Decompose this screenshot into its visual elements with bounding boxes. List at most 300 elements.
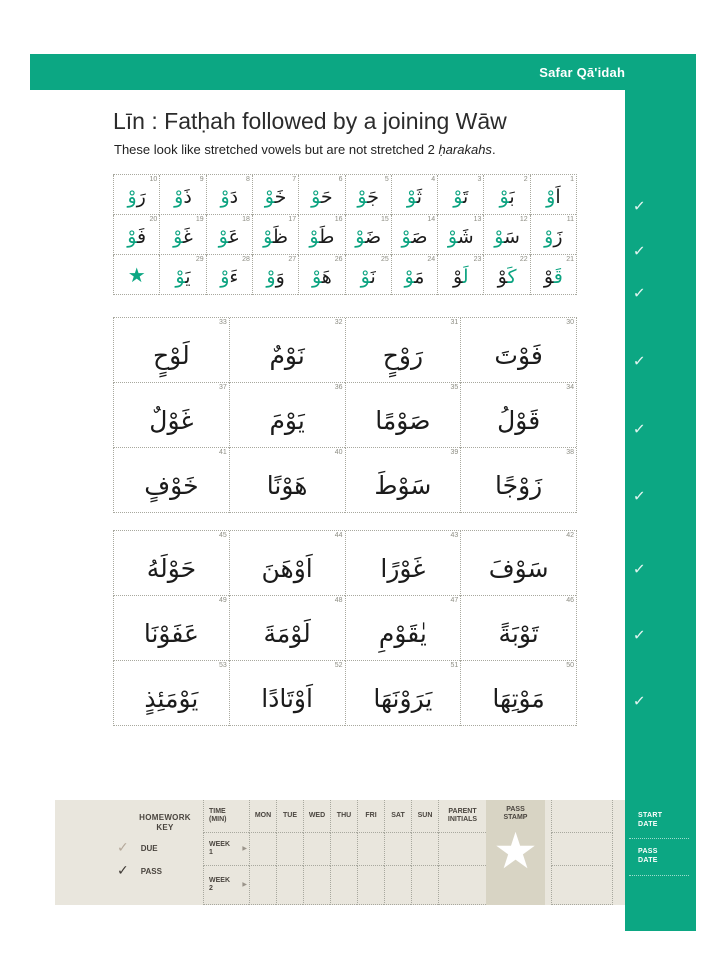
arabic-letter: ضَ (365, 226, 382, 248)
arabic-word: سَوْفَ (488, 553, 549, 583)
word-cell (345, 596, 461, 661)
arabic-letter: هَ (321, 266, 332, 288)
arabic-letter: يَ (185, 266, 191, 288)
letter-cell (437, 175, 483, 215)
arabic-joining-waw: وْ (355, 226, 366, 248)
arabic-joining-waw: وْ (127, 186, 137, 208)
day-cell (411, 833, 438, 866)
cell-number: 18 (242, 216, 250, 223)
day-cell (276, 833, 303, 866)
cell-number: 12 (519, 216, 528, 223)
letter-cell (391, 255, 437, 295)
cell-number: 5 (384, 176, 389, 183)
progress-sidebar (625, 54, 696, 931)
letter-cell (159, 175, 205, 215)
time-header-line: (MIN) (209, 816, 227, 823)
arabic-joining-waw: وْ (127, 226, 138, 248)
cell-number: 35 (450, 384, 459, 391)
day-cell (384, 866, 411, 905)
homework-key-due (117, 840, 158, 856)
arabic-word: هَوْنًا (266, 470, 308, 500)
arabic-letter: اَ (555, 186, 561, 208)
arabic-pair (404, 262, 424, 287)
arabic-pair (219, 222, 240, 247)
arabic-joining-waw: وْ (311, 266, 322, 288)
arabic-pair (127, 222, 146, 247)
letter-cell (206, 175, 252, 215)
word-cell (113, 448, 229, 513)
stamp-spare-cell (551, 833, 613, 866)
cell-number: 49 (218, 597, 227, 604)
row-check-icon: ✓ (632, 486, 647, 506)
arabic-pair (453, 262, 469, 287)
cell-number: 22 (519, 256, 528, 263)
arabic-joining-waw: وْ (266, 266, 276, 288)
due-check-icon: ✓ (117, 840, 129, 856)
cell-number: 30 (566, 319, 574, 326)
arabic-joining-waw: وْ (357, 186, 368, 208)
pass-date-line: PASS (638, 848, 658, 855)
day-header-fri: FRI (357, 800, 384, 833)
start-date-line: DATE (638, 821, 658, 828)
word-cell (113, 596, 229, 661)
arabic-joining-waw: وْ (309, 226, 320, 248)
word-cell (229, 661, 345, 726)
time-header-line: TIME (209, 808, 226, 815)
arabic-letter: كَ (507, 266, 517, 288)
cell-number: 45 (218, 532, 227, 539)
arabic-word: غَوْلٌ (149, 405, 194, 435)
arabic-joining-waw: وْ (452, 266, 463, 288)
arabic-letter: ثَ (416, 186, 423, 208)
word-cell (460, 531, 576, 596)
arabic-letter: ظَ (272, 226, 289, 248)
arabic-pair (357, 182, 379, 207)
letter-cell (345, 175, 391, 215)
letter-cell (159, 215, 205, 255)
cell-number: 23 (473, 256, 482, 263)
arabic-pair (173, 222, 193, 247)
homework-key-line: HOMEWORK (139, 813, 191, 822)
start-date-line: START (638, 812, 663, 819)
letter-cell (437, 255, 483, 295)
cell-number: 42 (566, 532, 574, 539)
star-cell (113, 255, 159, 295)
pass-stamp-cell (486, 800, 545, 905)
arabic-joining-waw: وْ (543, 266, 554, 288)
cell-number: 3 (477, 176, 482, 183)
homework-key-line: KEY (156, 823, 174, 832)
cell-number: 2 (523, 176, 528, 183)
letter-cell (252, 215, 298, 255)
cell-number: 14 (427, 216, 436, 223)
week-arrow-icon: ▶ (242, 881, 247, 888)
week-2-label (203, 866, 249, 905)
arabic-letter: تَ (463, 186, 469, 208)
arabic-letter: ءَ (229, 266, 239, 288)
arabic-pair (355, 222, 381, 247)
book-title: Safar Qā'idah (539, 64, 626, 80)
arabic-letter: مَ (414, 266, 425, 288)
day-header-wed: WED (303, 800, 330, 833)
lesson-title: Līn : Fatḥah followed by a joining Wāw (113, 108, 507, 134)
day-cell (249, 833, 276, 866)
letter-cell (298, 175, 344, 215)
arabic-joining-waw: وْ (263, 226, 273, 248)
word-cell (113, 531, 229, 596)
cell-number: 25 (381, 256, 389, 263)
pass-stamp-label (504, 806, 528, 822)
word-cell (229, 531, 345, 596)
arabic-word: سَوْطَ (374, 470, 432, 500)
row-check-icon: ✓ (632, 625, 647, 645)
arabic-word: عَفَوْنَا (143, 618, 199, 648)
lesson-subtitle (114, 142, 496, 157)
cell-number: 29 (195, 256, 204, 263)
letter-cell (298, 215, 344, 255)
day-header-tue: TUE (276, 800, 303, 833)
letter-cell (530, 255, 576, 295)
homework-table (203, 800, 623, 905)
letter-cell (159, 255, 205, 295)
cell-number: 47 (450, 597, 459, 604)
day-cell (303, 833, 330, 866)
week-label-line: 2 (209, 885, 213, 892)
pass-stamp-line: PASS (506, 806, 525, 813)
subtitle-period: . (491, 142, 496, 157)
cell-number: 38 (566, 449, 574, 456)
word-cell (460, 596, 576, 661)
row-check-icon: ✓ (632, 419, 647, 439)
arabic-pair (263, 222, 288, 247)
letter-cell (530, 215, 576, 255)
arabic-letter: رَ (136, 186, 146, 208)
arabic-word: زَوْجًا (495, 470, 543, 500)
letter-cell (530, 175, 576, 215)
arabic-pair (220, 182, 238, 207)
cell-number: 20 (149, 216, 158, 223)
letter-cell (252, 175, 298, 215)
day-header-sat: SAT (384, 800, 411, 833)
arabic-pair (265, 182, 287, 207)
arabic-letter: قَ (553, 266, 563, 288)
arabic-word: غَوْرًا (380, 553, 426, 583)
word-cell (460, 448, 576, 513)
arabic-letter: سَ (504, 226, 520, 248)
arabic-word: رَوْحٍ (382, 340, 424, 370)
pass-date-line: DATE (638, 857, 658, 864)
cell-number: 33 (218, 319, 227, 326)
start-date-label (638, 811, 662, 829)
arabic-pair (494, 222, 520, 247)
cell-number: 26 (334, 256, 343, 263)
cell-number: 11 (566, 216, 574, 223)
cell-number: 39 (450, 449, 459, 456)
week-1-label (203, 833, 249, 866)
letter-cell (113, 175, 159, 215)
arabic-joining-waw: وْ (173, 226, 183, 248)
parent-initials-line: PARENT (448, 808, 477, 815)
arabic-joining-waw: وْ (264, 186, 275, 208)
cell-number: 6 (338, 176, 343, 183)
cell-number: 31 (450, 319, 459, 326)
arabic-letter: طَ (319, 226, 335, 248)
cell-number: 50 (566, 662, 574, 669)
arabic-pair (175, 262, 190, 287)
letter-cell (391, 215, 437, 255)
homework-strip (55, 800, 625, 905)
word-cell (345, 531, 461, 596)
cell-number: 34 (566, 384, 574, 391)
cell-number: 46 (566, 597, 574, 604)
cell-number: 43 (450, 532, 459, 539)
arabic-word: يَرَوْنَهَا (373, 683, 433, 713)
arabic-joining-waw: وْ (220, 186, 230, 208)
arabic-letter: ذَ (183, 186, 192, 208)
cell-number: 7 (292, 176, 297, 183)
time-header (203, 800, 249, 833)
arabic-joining-waw: وْ (360, 266, 371, 288)
pass-date-label (638, 847, 658, 865)
row-check-icon: ✓ (632, 691, 647, 711)
cell-number: 8 (246, 176, 250, 183)
word-cell (345, 661, 461, 726)
arabic-pair (498, 262, 517, 287)
parent-initials-cell (438, 866, 486, 905)
pass-stamp-line: STAMP (503, 814, 528, 821)
day-header-thu: THU (330, 800, 357, 833)
day-cell (357, 866, 384, 905)
cell-number: 52 (334, 662, 343, 669)
arabic-joining-waw: وْ (404, 266, 415, 288)
arabic-pair (311, 182, 333, 207)
arabic-joining-waw: وْ (401, 226, 412, 248)
day-cell (357, 833, 384, 866)
row-check-icon: ✓ (632, 241, 647, 261)
arabic-letter: بَ (509, 186, 515, 208)
word-cell (229, 448, 345, 513)
cell-number: 21 (566, 256, 574, 263)
letter-cell (483, 215, 529, 255)
pass-check-icon: ✓ (117, 863, 129, 879)
word-cell (229, 383, 345, 448)
arabic-letter: شَ (457, 226, 474, 248)
arabic-word: نَوْمٌ (269, 340, 305, 370)
cell-number: 19 (195, 216, 204, 223)
cell-number: 44 (334, 532, 343, 539)
row-check-icon: ✓ (632, 196, 647, 216)
word-cell (345, 383, 461, 448)
arabic-word: يَوْمَ (269, 405, 305, 435)
row-check-icon: ✓ (632, 351, 647, 371)
arabic-pair (361, 262, 376, 287)
word-grid-2 (113, 530, 577, 726)
arabic-joining-waw: وْ (494, 226, 505, 248)
arabic-letter: غَ (182, 226, 193, 248)
arabic-pair (544, 262, 563, 287)
letter-cell (483, 175, 529, 215)
pass-stamp-star-icon: ★ (493, 822, 538, 880)
arabic-word: صَوْمًا (375, 405, 431, 435)
word-cell (460, 318, 576, 383)
arabic-word: حَوْلَهُ (146, 553, 197, 583)
cell-number: 16 (334, 216, 343, 223)
arabic-word: خَوْفٍ (144, 470, 199, 500)
pass-label: PASS (140, 866, 162, 876)
arabic-letter: عَ (228, 226, 240, 248)
word-cell (345, 318, 461, 383)
arabic-joining-waw: وْ (406, 186, 417, 208)
word-cell (229, 596, 345, 661)
word-cell (113, 318, 229, 383)
stamp-spare-cell (551, 800, 613, 833)
arabic-joining-waw: وْ (175, 266, 186, 288)
word-cell (113, 661, 229, 726)
arabic-letter: نَ (370, 266, 376, 288)
arabic-word: يٰقَوْمِ (378, 618, 427, 648)
day-header-mon: MON (249, 800, 276, 833)
word-cell (229, 318, 345, 383)
day-cell (276, 866, 303, 905)
homework-key-pass (117, 863, 162, 879)
day-cell (384, 833, 411, 866)
letter-cell (437, 215, 483, 255)
letter-cell (345, 215, 391, 255)
date-divider (629, 838, 689, 839)
arabic-joining-waw: وْ (447, 226, 458, 248)
letter-grid (113, 174, 577, 295)
arabic-letter: دَ (229, 186, 239, 208)
arabic-joining-waw: وْ (218, 226, 229, 248)
cell-number: 41 (218, 449, 227, 456)
cell-number: 53 (218, 662, 227, 669)
cell-number: 51 (450, 662, 459, 669)
arabic-joining-waw: وْ (220, 266, 230, 288)
parent-initials-header (438, 800, 486, 833)
arabic-joining-waw: وْ (499, 186, 510, 208)
header-band (30, 54, 696, 90)
arabic-word: فَوْتَ (494, 340, 543, 370)
word-grid-1 (113, 317, 577, 513)
letter-cell (483, 255, 529, 295)
day-cell (330, 833, 357, 866)
letter-cell (206, 255, 252, 295)
cell-number: 27 (288, 256, 297, 263)
arabic-joining-waw: وْ (546, 186, 556, 208)
cell-number: 4 (431, 176, 436, 183)
arabic-word: اَوْهَنَ (261, 553, 313, 583)
date-divider (629, 875, 689, 876)
cell-number: 9 (199, 176, 204, 183)
week-arrow-icon: ▶ (242, 845, 247, 852)
arabic-word: قَوْلُ (497, 405, 541, 435)
arabic-letter: حَ (320, 186, 333, 208)
arabic-letter: لَ (462, 266, 469, 288)
cell-number: 13 (473, 216, 482, 223)
arabic-pair (546, 182, 560, 207)
week-label-line: WEEK (209, 841, 230, 848)
arabic-letter: وَ (275, 266, 285, 288)
arabic-pair (220, 262, 238, 287)
row-check-icon: ✓ (632, 283, 647, 303)
arabic-word: اَوْتَادًا (261, 683, 313, 713)
week-label-line: 1 (209, 849, 213, 856)
arabic-letter: صَ (411, 226, 428, 248)
arabic-word: مَوْتِهَا (492, 683, 545, 713)
parent-initials-cell (438, 833, 486, 866)
arabic-letter: زَ (553, 226, 563, 248)
letter-cell (391, 175, 437, 215)
cell-number: 24 (427, 256, 436, 263)
arabic-pair (174, 182, 192, 207)
letter-cell (113, 215, 159, 255)
parent-initials-line: INITIALS (447, 816, 478, 823)
cell-number: 10 (149, 176, 158, 183)
arabic-pair (266, 262, 284, 287)
cell-number: 28 (242, 256, 250, 263)
word-cell (460, 383, 576, 448)
cell-number: 15 (381, 216, 389, 223)
arabic-pair (500, 182, 515, 207)
day-cell (303, 866, 330, 905)
arabic-pair (312, 262, 332, 287)
cell-number: 17 (288, 216, 297, 223)
subtitle-italic-word: ḥarakahs (438, 142, 492, 157)
cell-number: 1 (570, 176, 574, 183)
arabic-pair (127, 182, 145, 207)
arabic-joining-waw: وْ (544, 226, 554, 248)
due-label: DUE (140, 843, 158, 853)
arabic-word: لَوْحٍ (153, 340, 190, 370)
arabic-pair (407, 182, 422, 207)
arabic-pair (544, 222, 562, 247)
arabic-joining-waw: وْ (453, 186, 464, 208)
arabic-joining-waw: وْ (311, 186, 321, 208)
arabic-word: تَوْبَةً (498, 618, 539, 648)
letter-cell (298, 255, 344, 295)
stamp-spare-cell (551, 866, 613, 905)
arabic-pair (448, 222, 474, 247)
arabic-letter: فَ (137, 226, 147, 248)
letter-cell (252, 255, 298, 295)
arabic-letter: جَ (367, 186, 379, 208)
cell-number: 48 (334, 597, 343, 604)
arabic-joining-waw: وْ (174, 186, 184, 208)
arabic-word: لَوْمَةَ (263, 618, 311, 648)
cell-number: 37 (218, 384, 227, 391)
arabic-letter: خَ (274, 186, 287, 208)
star-icon: ★ (127, 262, 146, 287)
word-cell (460, 661, 576, 726)
word-cell (345, 448, 461, 513)
arabic-joining-waw: وْ (497, 266, 508, 288)
day-header-sun: SUN (411, 800, 438, 833)
cell-number: 32 (334, 319, 343, 326)
letter-cell (206, 215, 252, 255)
cell-number: 36 (334, 384, 343, 391)
subtitle-text: These look like stretched vowels but are not stretched 2 (114, 142, 439, 157)
day-cell (411, 866, 438, 905)
letter-cell (345, 255, 391, 295)
arabic-pair (453, 182, 468, 207)
cell-number: 40 (334, 449, 343, 456)
arabic-pair (309, 222, 334, 247)
arabic-word: يَوْمَئِذٍ (144, 683, 199, 713)
word-cell (113, 383, 229, 448)
day-cell (330, 866, 357, 905)
row-check-icon: ✓ (632, 559, 647, 579)
arabic-pair (401, 222, 427, 247)
